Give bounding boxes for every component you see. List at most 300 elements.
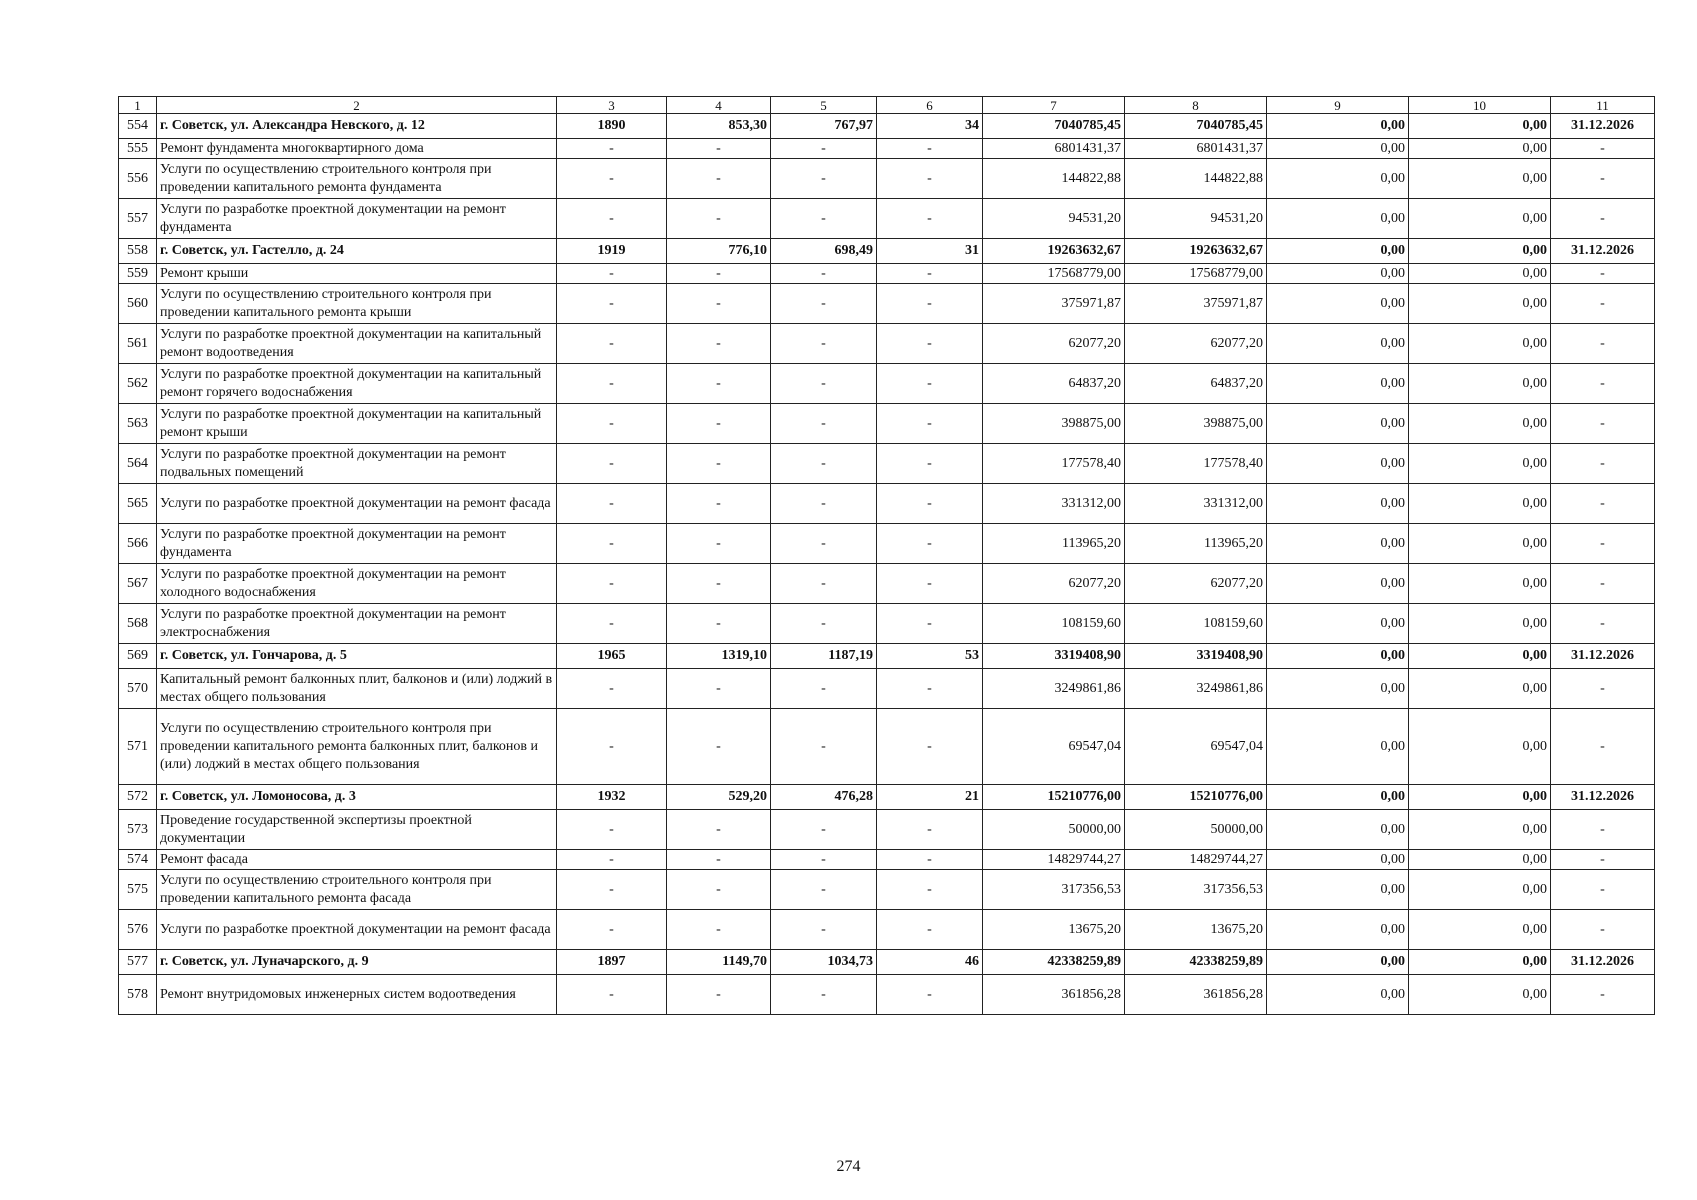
row-name: Услуги по разработке проектной документации на капитальный ремонт крыши — [157, 404, 557, 444]
cell-area-living: - — [771, 264, 877, 284]
register-table — [118, 96, 1655, 1015]
cell-area-living: - — [771, 524, 877, 564]
cell-cost-total: 64837,20 — [983, 364, 1125, 404]
work-row — [119, 364, 1655, 404]
row-name: Услуги по разработке проектной документации на ремонт подвальных помещений — [157, 444, 557, 484]
cell-year: - — [557, 564, 667, 604]
cell-residents: - — [877, 910, 983, 950]
cell-cost-total: 94531,20 — [983, 199, 1125, 239]
cell-cost-9: 0,00 — [1267, 264, 1409, 284]
cell-cost-total: 13675,20 — [983, 910, 1125, 950]
cell-year: - — [557, 284, 667, 324]
cell-residents: 34 — [877, 114, 983, 139]
work-row — [119, 159, 1655, 199]
column-number: 8 — [1125, 97, 1267, 114]
cell-area-total: - — [667, 604, 771, 644]
row-name: г. Советск, ул. Ломоносова, д. 3 — [157, 785, 557, 810]
cell-cost-total: 17568779,00 — [983, 264, 1125, 284]
row-number: 556 — [119, 159, 157, 199]
cell-residents: - — [877, 604, 983, 644]
cell-area-total: - — [667, 484, 771, 524]
cell-area-total: 776,10 — [667, 239, 771, 264]
row-number: 564 — [119, 444, 157, 484]
cell-area-total: - — [667, 910, 771, 950]
column-number: 4 — [667, 97, 771, 114]
cell-area-living: - — [771, 159, 877, 199]
cell-area-living: - — [771, 564, 877, 604]
cell-area-living: 698,49 — [771, 239, 877, 264]
column-number: 11 — [1551, 97, 1655, 114]
cell-cost-fund: 113965,20 — [1125, 524, 1267, 564]
cell-deadline: 31.12.2026 — [1551, 950, 1655, 975]
column-number: 9 — [1267, 97, 1409, 114]
cell-cost-10: 0,00 — [1409, 910, 1551, 950]
cell-cost-10: 0,00 — [1409, 564, 1551, 604]
cell-deadline: - — [1551, 810, 1655, 850]
row-name: Проведение государственной экспертизы проектной документации — [157, 810, 557, 850]
cell-area-living: - — [771, 139, 877, 159]
cell-area-total: - — [667, 870, 771, 910]
cell-cost-9: 0,00 — [1267, 404, 1409, 444]
cell-year: - — [557, 810, 667, 850]
cell-deadline: 31.12.2026 — [1551, 644, 1655, 669]
cell-cost-10: 0,00 — [1409, 364, 1551, 404]
register-table-body — [119, 97, 1655, 1015]
cell-residents: - — [877, 324, 983, 364]
row-number: 575 — [119, 870, 157, 910]
cell-area-living: 767,97 — [771, 114, 877, 139]
cell-cost-9: 0,00 — [1267, 139, 1409, 159]
cell-cost-9: 0,00 — [1267, 604, 1409, 644]
cell-year: - — [557, 324, 667, 364]
cell-area-living: 1034,73 — [771, 950, 877, 975]
row-name: Услуги по разработке проектной документации на ремонт холодного водоснабжения — [157, 564, 557, 604]
cell-cost-total: 3249861,86 — [983, 669, 1125, 709]
cell-deadline: 31.12.2026 — [1551, 114, 1655, 139]
cell-cost-total: 42338259,89 — [983, 950, 1125, 975]
address-row — [119, 239, 1655, 264]
cell-cost-9: 0,00 — [1267, 870, 1409, 910]
cell-residents: - — [877, 284, 983, 324]
cell-cost-fund: 42338259,89 — [1125, 950, 1267, 975]
cell-cost-9: 0,00 — [1267, 114, 1409, 139]
cell-year: 1932 — [557, 785, 667, 810]
column-number: 5 — [771, 97, 877, 114]
cell-deadline: - — [1551, 284, 1655, 324]
cell-cost-fund: 3249861,86 — [1125, 669, 1267, 709]
cell-residents: - — [877, 444, 983, 484]
cell-cost-10: 0,00 — [1409, 114, 1551, 139]
cell-area-total: - — [667, 284, 771, 324]
cell-cost-9: 0,00 — [1267, 910, 1409, 950]
cell-area-living: - — [771, 910, 877, 950]
row-number: 568 — [119, 604, 157, 644]
cell-cost-total: 331312,00 — [983, 484, 1125, 524]
cell-area-total: - — [667, 810, 771, 850]
cell-year: - — [557, 139, 667, 159]
cell-year: - — [557, 444, 667, 484]
cell-cost-9: 0,00 — [1267, 975, 1409, 1015]
row-number: 569 — [119, 644, 157, 669]
cell-area-total: - — [667, 159, 771, 199]
cell-area-total: - — [667, 669, 771, 709]
cell-residents: - — [877, 709, 983, 785]
work-row — [119, 564, 1655, 604]
cell-year: - — [557, 910, 667, 950]
cell-cost-total: 69547,04 — [983, 709, 1125, 785]
cell-cost-10: 0,00 — [1409, 484, 1551, 524]
cell-cost-fund: 398875,00 — [1125, 404, 1267, 444]
cell-area-total: - — [667, 975, 771, 1015]
work-row — [119, 264, 1655, 284]
cell-cost-9: 0,00 — [1267, 444, 1409, 484]
work-row — [119, 810, 1655, 850]
cell-deadline: - — [1551, 910, 1655, 950]
page-number: 274 — [836, 1158, 861, 1175]
cell-deadline: - — [1551, 484, 1655, 524]
cell-cost-total: 62077,20 — [983, 324, 1125, 364]
cell-area-living: - — [771, 709, 877, 785]
work-row — [119, 404, 1655, 444]
cell-area-living: - — [771, 324, 877, 364]
cell-year: - — [557, 264, 667, 284]
cell-cost-fund: 13675,20 — [1125, 910, 1267, 950]
cell-residents: 46 — [877, 950, 983, 975]
cell-cost-total: 14829744,27 — [983, 850, 1125, 870]
address-row — [119, 644, 1655, 669]
cell-year: - — [557, 524, 667, 564]
cell-cost-10: 0,00 — [1409, 444, 1551, 484]
cell-cost-fund: 62077,20 — [1125, 324, 1267, 364]
row-number: 574 — [119, 850, 157, 870]
cell-deadline: - — [1551, 975, 1655, 1015]
cell-year: - — [557, 364, 667, 404]
cell-area-living: 1187,19 — [771, 644, 877, 669]
cell-area-living: - — [771, 404, 877, 444]
row-number: 573 — [119, 810, 157, 850]
row-name: Услуги по разработке проектной документации на капитальный ремонт горячего водоснабжения — [157, 364, 557, 404]
row-name: Услуги по разработке проектной документации на капитальный ремонт водоотведения — [157, 324, 557, 364]
row-name: Ремонт крыши — [157, 264, 557, 284]
cell-cost-fund: 6801431,37 — [1125, 139, 1267, 159]
column-number: 1 — [119, 97, 157, 114]
row-number: 566 — [119, 524, 157, 564]
cell-deadline: - — [1551, 850, 1655, 870]
row-number: 567 — [119, 564, 157, 604]
cell-year: 1897 — [557, 950, 667, 975]
cell-deadline: 31.12.2026 — [1551, 785, 1655, 810]
cell-area-total: - — [667, 404, 771, 444]
cell-area-living: - — [771, 284, 877, 324]
row-name: Услуги по разработке проектной документации на ремонт фасада — [157, 484, 557, 524]
cell-deadline: - — [1551, 444, 1655, 484]
cell-cost-total: 361856,28 — [983, 975, 1125, 1015]
cell-residents: - — [877, 264, 983, 284]
cell-area-living: - — [771, 444, 877, 484]
cell-area-living: - — [771, 850, 877, 870]
work-row — [119, 139, 1655, 159]
cell-cost-9: 0,00 — [1267, 709, 1409, 785]
cell-area-total: 529,20 — [667, 785, 771, 810]
cell-residents: 21 — [877, 785, 983, 810]
row-name: Услуги по осуществлению строительного контроля при проведении капитального ремонта фасада — [157, 870, 557, 910]
cell-year: - — [557, 404, 667, 444]
cell-cost-fund: 317356,53 — [1125, 870, 1267, 910]
cell-cost-10: 0,00 — [1409, 810, 1551, 850]
cell-deadline: - — [1551, 669, 1655, 709]
cell-cost-total: 15210776,00 — [983, 785, 1125, 810]
work-row — [119, 484, 1655, 524]
cell-deadline: - — [1551, 870, 1655, 910]
cell-area-total: - — [667, 139, 771, 159]
cell-cost-9: 0,00 — [1267, 850, 1409, 870]
cell-deadline: - — [1551, 709, 1655, 785]
cell-cost-fund: 17568779,00 — [1125, 264, 1267, 284]
row-number: 560 — [119, 284, 157, 324]
row-number: 557 — [119, 199, 157, 239]
cell-cost-fund: 14829744,27 — [1125, 850, 1267, 870]
cell-area-total: - — [667, 850, 771, 870]
cell-area-total: - — [667, 564, 771, 604]
cell-area-total: 853,30 — [667, 114, 771, 139]
row-number: 571 — [119, 709, 157, 785]
cell-residents: - — [877, 364, 983, 404]
work-row — [119, 444, 1655, 484]
cell-cost-10: 0,00 — [1409, 139, 1551, 159]
cell-cost-total: 375971,87 — [983, 284, 1125, 324]
cell-area-total: - — [667, 264, 771, 284]
cell-cost-9: 0,00 — [1267, 950, 1409, 975]
row-name: Ремонт внутридомовых инженерных систем водоотведения — [157, 975, 557, 1015]
cell-cost-10: 0,00 — [1409, 239, 1551, 264]
cell-residents: - — [877, 564, 983, 604]
cell-cost-9: 0,00 — [1267, 199, 1409, 239]
cell-year: - — [557, 709, 667, 785]
cell-area-total: - — [667, 524, 771, 564]
cell-deadline: - — [1551, 524, 1655, 564]
work-row — [119, 850, 1655, 870]
cell-cost-total: 144822,88 — [983, 159, 1125, 199]
row-number: 558 — [119, 239, 157, 264]
cell-cost-10: 0,00 — [1409, 404, 1551, 444]
cell-cost-fund: 177578,40 — [1125, 444, 1267, 484]
cell-area-total: 1319,10 — [667, 644, 771, 669]
cell-residents: - — [877, 870, 983, 910]
cell-residents: - — [877, 669, 983, 709]
cell-cost-fund: 108159,60 — [1125, 604, 1267, 644]
cell-cost-9: 0,00 — [1267, 484, 1409, 524]
cell-area-living: - — [771, 669, 877, 709]
cell-cost-total: 113965,20 — [983, 524, 1125, 564]
row-number: 572 — [119, 785, 157, 810]
cell-cost-total: 62077,20 — [983, 564, 1125, 604]
cell-cost-total: 7040785,45 — [983, 114, 1125, 139]
cell-cost-fund: 69547,04 — [1125, 709, 1267, 785]
row-number: 565 — [119, 484, 157, 524]
cell-year: - — [557, 870, 667, 910]
cell-deadline: - — [1551, 364, 1655, 404]
row-name: г. Советск, ул. Луначарского, д. 9 — [157, 950, 557, 975]
cell-residents: - — [877, 404, 983, 444]
cell-cost-9: 0,00 — [1267, 785, 1409, 810]
work-row — [119, 284, 1655, 324]
row-name: Капитальный ремонт балконных плит, балконов и (или) лоджий в местах общего пользования — [157, 669, 557, 709]
cell-residents: - — [877, 524, 983, 564]
cell-area-total: 1149,70 — [667, 950, 771, 975]
row-name: Ремонт фасада — [157, 850, 557, 870]
cell-cost-10: 0,00 — [1409, 669, 1551, 709]
row-number: 561 — [119, 324, 157, 364]
cell-cost-10: 0,00 — [1409, 975, 1551, 1015]
row-number: 570 — [119, 669, 157, 709]
cell-deadline: - — [1551, 159, 1655, 199]
cell-deadline: - — [1551, 604, 1655, 644]
cell-deadline: - — [1551, 404, 1655, 444]
cell-year: - — [557, 975, 667, 1015]
column-number: 3 — [557, 97, 667, 114]
cell-cost-10: 0,00 — [1409, 284, 1551, 324]
cell-cost-total: 50000,00 — [983, 810, 1125, 850]
cell-cost-total: 108159,60 — [983, 604, 1125, 644]
cell-deadline: - — [1551, 264, 1655, 284]
cell-residents: - — [877, 810, 983, 850]
work-row — [119, 324, 1655, 364]
cell-year: - — [557, 850, 667, 870]
cell-cost-total: 177578,40 — [983, 444, 1125, 484]
cell-cost-9: 0,00 — [1267, 159, 1409, 199]
cell-cost-9: 0,00 — [1267, 644, 1409, 669]
column-number: 6 — [877, 97, 983, 114]
work-row — [119, 524, 1655, 564]
cell-cost-10: 0,00 — [1409, 604, 1551, 644]
cell-cost-fund: 64837,20 — [1125, 364, 1267, 404]
cell-cost-9: 0,00 — [1267, 324, 1409, 364]
row-number: 578 — [119, 975, 157, 1015]
cell-cost-9: 0,00 — [1267, 564, 1409, 604]
row-number: 563 — [119, 404, 157, 444]
cell-year: - — [557, 159, 667, 199]
column-number-row — [119, 97, 1655, 114]
cell-cost-10: 0,00 — [1409, 159, 1551, 199]
cell-area-living: - — [771, 604, 877, 644]
cell-area-living: - — [771, 484, 877, 524]
cell-cost-10: 0,00 — [1409, 264, 1551, 284]
row-number: 562 — [119, 364, 157, 404]
row-number: 554 — [119, 114, 157, 139]
row-name: Услуги по разработке проектной документации на ремонт электроснабжения — [157, 604, 557, 644]
cell-cost-total: 6801431,37 — [983, 139, 1125, 159]
cell-area-total: - — [667, 324, 771, 364]
row-name: Услуги по осуществлению строительного контроля при проведении капитального ремонта крыши — [157, 284, 557, 324]
cell-cost-total: 19263632,67 — [983, 239, 1125, 264]
cell-deadline: - — [1551, 199, 1655, 239]
cell-area-living: - — [771, 199, 877, 239]
row-name: Услуги по осуществлению строительного контроля при проведении капитального ремонта балконных плит, балконов и (или) лоджий в местах общего пользования — [157, 709, 557, 785]
work-row — [119, 910, 1655, 950]
cell-residents: - — [877, 139, 983, 159]
cell-cost-total: 317356,53 — [983, 870, 1125, 910]
column-number: 10 — [1409, 97, 1551, 114]
cell-cost-10: 0,00 — [1409, 324, 1551, 364]
cell-deadline: - — [1551, 324, 1655, 364]
cell-year: - — [557, 669, 667, 709]
work-row — [119, 975, 1655, 1015]
cell-year: - — [557, 199, 667, 239]
address-row — [119, 950, 1655, 975]
cell-year: 1890 — [557, 114, 667, 139]
cell-cost-10: 0,00 — [1409, 785, 1551, 810]
cell-cost-fund: 50000,00 — [1125, 810, 1267, 850]
cell-year: - — [557, 604, 667, 644]
work-row — [119, 709, 1655, 785]
cell-cost-fund: 62077,20 — [1125, 564, 1267, 604]
row-name: г. Советск, ул. Гончарова, д. 5 — [157, 644, 557, 669]
cell-residents: - — [877, 484, 983, 524]
cell-cost-10: 0,00 — [1409, 524, 1551, 564]
cell-cost-10: 0,00 — [1409, 850, 1551, 870]
row-name: Услуги по разработке проектной документации на ремонт фундамента — [157, 199, 557, 239]
work-row — [119, 199, 1655, 239]
cell-cost-9: 0,00 — [1267, 669, 1409, 709]
cell-cost-fund: 3319408,90 — [1125, 644, 1267, 669]
row-name: Услуги по осуществлению строительного контроля при проведении капитального ремонта фундамента — [157, 159, 557, 199]
row-name: г. Советск, ул. Александра Невского, д. 12 — [157, 114, 557, 139]
cell-residents: - — [877, 850, 983, 870]
cell-area-living: - — [771, 870, 877, 910]
cell-area-total: - — [667, 199, 771, 239]
cell-cost-fund: 331312,00 — [1125, 484, 1267, 524]
address-row — [119, 785, 1655, 810]
cell-cost-9: 0,00 — [1267, 524, 1409, 564]
cell-cost-9: 0,00 — [1267, 284, 1409, 324]
cell-year: 1965 — [557, 644, 667, 669]
work-row — [119, 604, 1655, 644]
cell-cost-10: 0,00 — [1409, 870, 1551, 910]
cell-residents: 53 — [877, 644, 983, 669]
cell-cost-10: 0,00 — [1409, 644, 1551, 669]
cell-year: 1919 — [557, 239, 667, 264]
cell-cost-fund: 15210776,00 — [1125, 785, 1267, 810]
cell-cost-total: 3319408,90 — [983, 644, 1125, 669]
cell-cost-9: 0,00 — [1267, 239, 1409, 264]
cell-area-living: - — [771, 810, 877, 850]
row-name: Ремонт фундамента многоквартирного дома — [157, 139, 557, 159]
cell-cost-fund: 19263632,67 — [1125, 239, 1267, 264]
row-name: Услуги по разработке проектной документации на ремонт фасада — [157, 910, 557, 950]
cell-cost-9: 0,00 — [1267, 364, 1409, 404]
cell-area-living: - — [771, 975, 877, 1015]
cell-deadline: - — [1551, 139, 1655, 159]
row-number: 576 — [119, 910, 157, 950]
cell-residents: - — [877, 975, 983, 1015]
cell-cost-fund: 144822,88 — [1125, 159, 1267, 199]
work-row — [119, 669, 1655, 709]
cell-area-living: 476,28 — [771, 785, 877, 810]
cell-residents: - — [877, 199, 983, 239]
row-number: 577 — [119, 950, 157, 975]
cell-deadline: - — [1551, 564, 1655, 604]
cell-cost-10: 0,00 — [1409, 199, 1551, 239]
cell-cost-total: 398875,00 — [983, 404, 1125, 444]
cell-cost-9: 0,00 — [1267, 810, 1409, 850]
cell-deadline: 31.12.2026 — [1551, 239, 1655, 264]
cell-year: - — [557, 484, 667, 524]
address-row — [119, 114, 1655, 139]
cell-area-total: - — [667, 364, 771, 404]
cell-residents: 31 — [877, 239, 983, 264]
cell-area-total: - — [667, 709, 771, 785]
cell-cost-fund: 94531,20 — [1125, 199, 1267, 239]
